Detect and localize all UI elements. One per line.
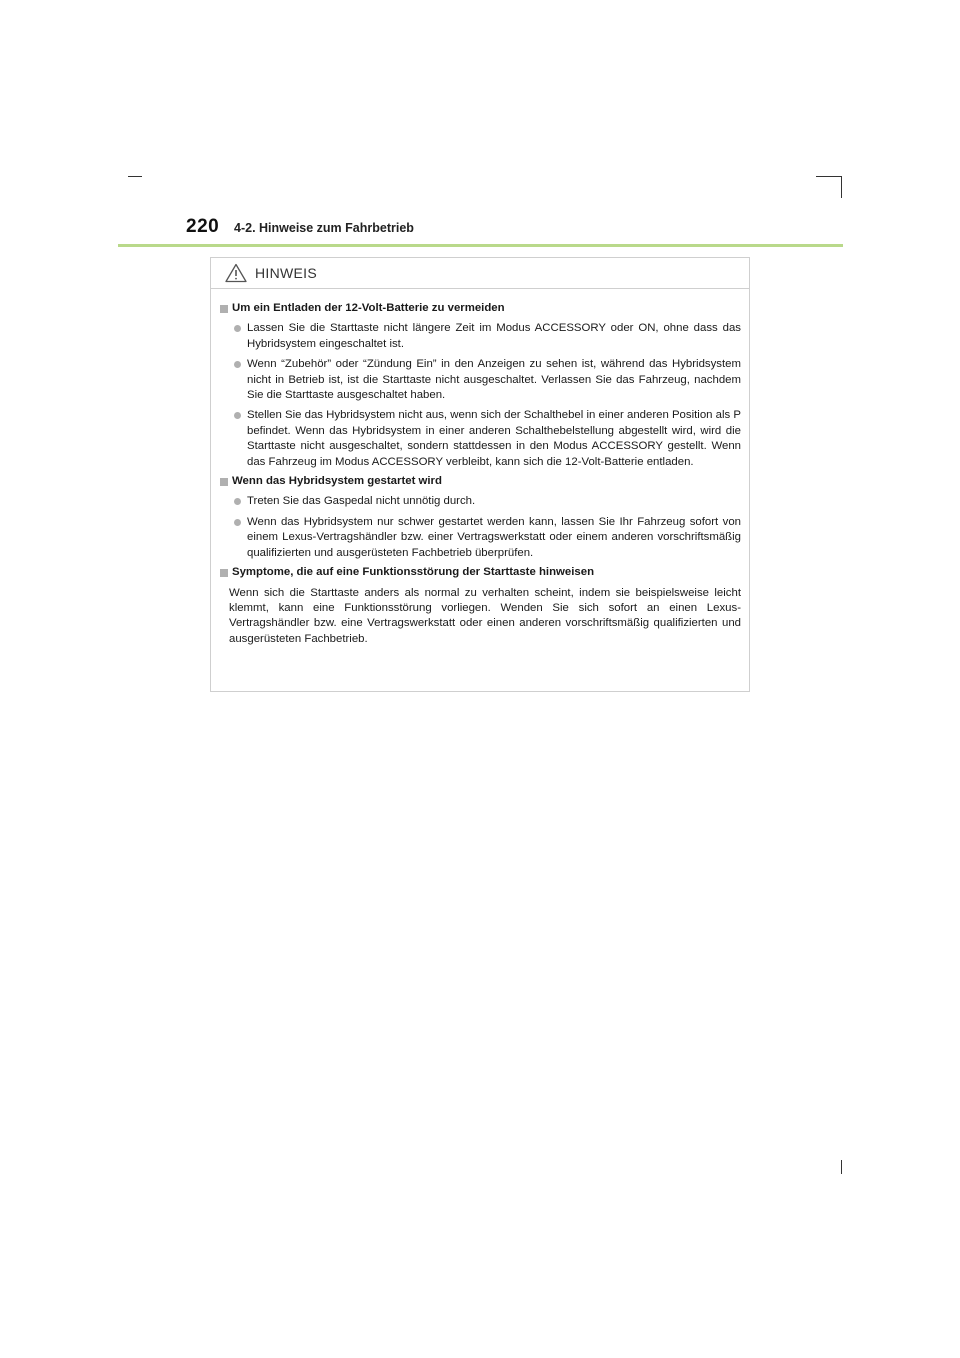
topic-heading: Um ein Entladen der 12-Volt-Batterie zu vermeiden — [232, 302, 505, 314]
crop-mark — [841, 1160, 842, 1174]
square-bullet-icon — [220, 478, 228, 486]
topic-paragraph: Wenn sich die Starttaste anders als normal zu verhalten scheint, indem sie beispielsweise leicht klemmt, kann eine Funktionsstörung vorliegen. Wenden Sie sich sofort an einen Lexus-Vertragshändler bzw. eine Vertragswerkstatt oder einen anderen vorschriftsmäßig qualifizierten und ausgerüsteten Fachbetrieb. — [229, 586, 741, 645]
round-bullet-icon — [234, 498, 241, 505]
crop-mark — [816, 176, 842, 177]
list-item-text: Treten Sie das Gaspedal nicht unnötig durch. — [247, 495, 476, 508]
list-item — [234, 321, 741, 352]
square-bullet-icon — [220, 569, 228, 577]
crop-mark — [128, 176, 142, 177]
list-item-text: Lassen Sie die Starttaste nicht längere Zeit im Modus ACCESSORY oder ON, ohne dass das Hybridsystem eingeschaltet ist. — [247, 322, 741, 350]
list-item-text: Wenn “Zubehör” oder “Zündung Ein” in den Anzeigen zu sehen ist, während das Hybridsystem nicht in Betrieb ist, ist die Starttaste nicht ausgeschaltet. Verlassen Sie das Fahrzeug, nachdem Sie die Starttaste ausgeschaltet haben. — [247, 358, 741, 402]
header-rule — [118, 244, 843, 247]
round-bullet-icon — [234, 361, 241, 368]
list-item-text: Stellen Sie das Hybridsystem nicht aus, wenn sich der Schalthebel in einer anderen Position als P befindet. Wenn das Hybridsystem in einer anderen Schalthebelstellung abgestellt wird, wird die Starttaste nicht ausgeschaltet, sondern stattdessen in den Modus ACCESSORY gestellt. Wenn das Fahrzeug im Modus ACCESSORY verbleibt, kann sich die 12-Volt-Batterie entladen. — [247, 409, 741, 468]
list-item — [234, 357, 741, 403]
square-bullet-icon — [220, 305, 228, 313]
round-bullet-icon — [234, 412, 241, 419]
page-number: 220 — [186, 216, 220, 237]
list-item — [234, 408, 741, 470]
notice-body — [211, 289, 749, 647]
notice-topic — [220, 301, 741, 470]
notice-topic — [220, 474, 741, 561]
section-title: 4-2. Hinweise zum Fahrbetrieb — [234, 221, 414, 235]
list-item — [234, 494, 741, 509]
crop-mark — [841, 176, 842, 198]
notice-box — [210, 257, 750, 692]
list-item — [234, 515, 741, 561]
notice-topic — [220, 565, 741, 647]
topic-heading: Wenn das Hybridsystem gestartet wird — [232, 475, 442, 488]
notice-title: HINWEIS — [255, 265, 317, 281]
round-bullet-icon — [234, 519, 241, 526]
list-item-text: Wenn das Hybridsystem nur schwer gestartet werden kann, lassen Sie Ihr Fahrzeug sofort von einem Lexus-Vertragshändler bzw. einer Vertragswerkstatt oder einem anderen vorschriftsmäßig qualifizierten und ausgerüsteten Fachbetrieb überprüfen. — [247, 515, 741, 559]
topic-heading: Symptome, die auf eine Funktionsstörung der Starttaste hinweisen — [232, 566, 595, 579]
warning-triangle-icon — [225, 263, 247, 283]
round-bullet-icon — [234, 325, 241, 332]
notice-header — [211, 258, 749, 289]
